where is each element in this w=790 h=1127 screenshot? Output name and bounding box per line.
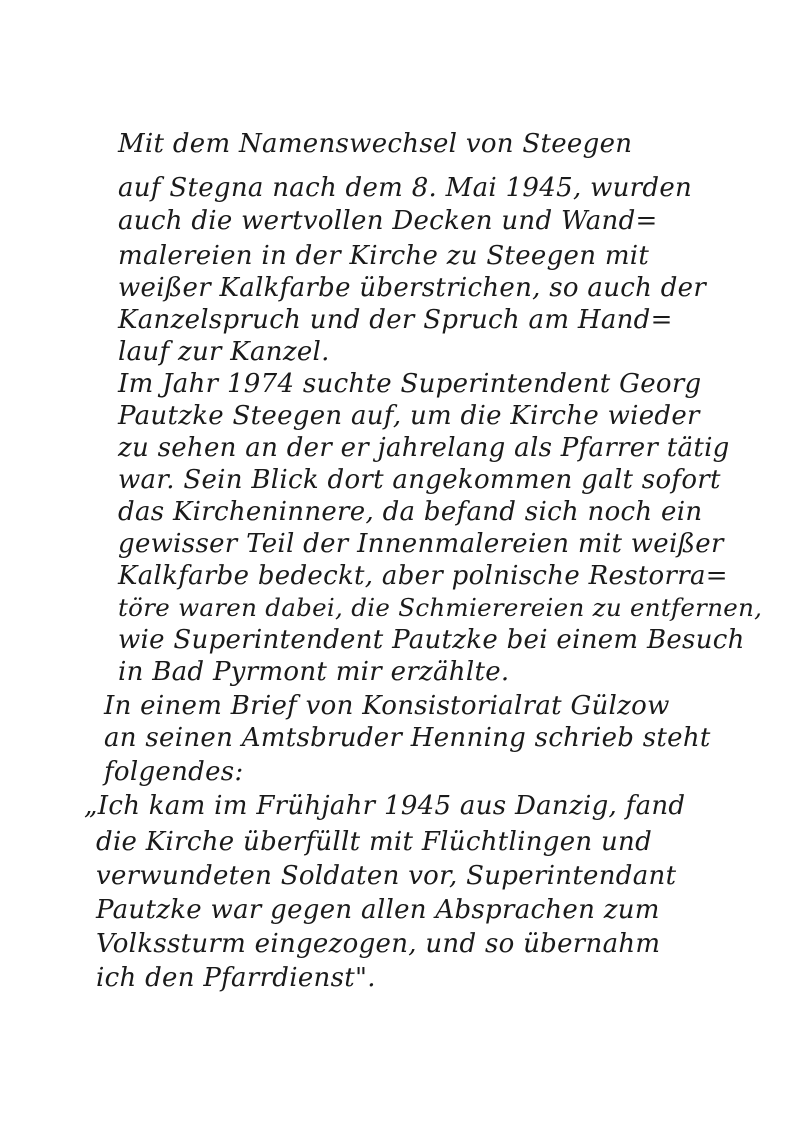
- manuscript-line: gewisser Teil der Innenmalereien mit weißer: [118, 529, 724, 559]
- manuscript-line: die Kirche überfüllt mit Flüchtlingen und: [96, 827, 653, 857]
- manuscript-line: Pautzke war gegen allen Absprachen zum: [96, 895, 660, 925]
- manuscript-line: Volkssturm eingezogen, und so übernahm: [96, 929, 661, 959]
- manuscript-line: das Kircheninnere, da befand sich noch ein: [118, 497, 703, 527]
- manuscript-line: folgendes:: [104, 757, 244, 787]
- manuscript-line: an seinen Amtsbruder Henning schrieb steht: [104, 723, 711, 753]
- manuscript-line: „Ich kam im Frühjahr 1945 aus Danzig, fand: [84, 791, 686, 821]
- manuscript-line: ich den Pfarrdienst".: [96, 963, 376, 993]
- manuscript-line: Im Jahr 1974 suchte Superintendent Georg: [118, 369, 702, 399]
- manuscript-line: Pautzke Steegen auf, um die Kirche wieder: [118, 401, 700, 431]
- manuscript-line: malereien in der Kirche zu Steegen mit: [118, 241, 650, 271]
- manuscript-line: lauf zur Kanzel.: [118, 337, 330, 367]
- manuscript-line: weißer Kalkfarbe überstrichen, so auch der: [118, 273, 707, 303]
- manuscript-line: Kanzelspruch und der Spruch am Hand=: [118, 305, 673, 335]
- manuscript-line: war. Sein Blick dort angekommen galt sofort: [118, 465, 721, 495]
- manuscript-line: verwundeten Soldaten vor, Superintendant: [96, 861, 677, 891]
- manuscript-line: auf Stegna nach dem 8. Mai 1945, wurden: [118, 173, 693, 203]
- manuscript-line: auch die wertvollen Decken und Wand=: [118, 206, 658, 236]
- manuscript-line: wie Superintendent Pautzke bei einem Besuch: [118, 625, 745, 655]
- manuscript-line: zu sehen an der er jahrelang als Pfarrer tätig: [118, 433, 730, 463]
- manuscript-line: in Bad Pyrmont mir erzählte.: [118, 657, 510, 687]
- manuscript-line: In einem Brief von Konsistorialrat Gülzow: [104, 691, 670, 721]
- manuscript-line: Kalkfarbe bedeckt, aber polnische Restorra=: [118, 561, 728, 591]
- manuscript-line: töre waren dabei, die Schmierereien zu entfernen,: [118, 593, 763, 622]
- manuscript-line: Mit dem Namenswechsel von Steegen: [118, 129, 633, 159]
